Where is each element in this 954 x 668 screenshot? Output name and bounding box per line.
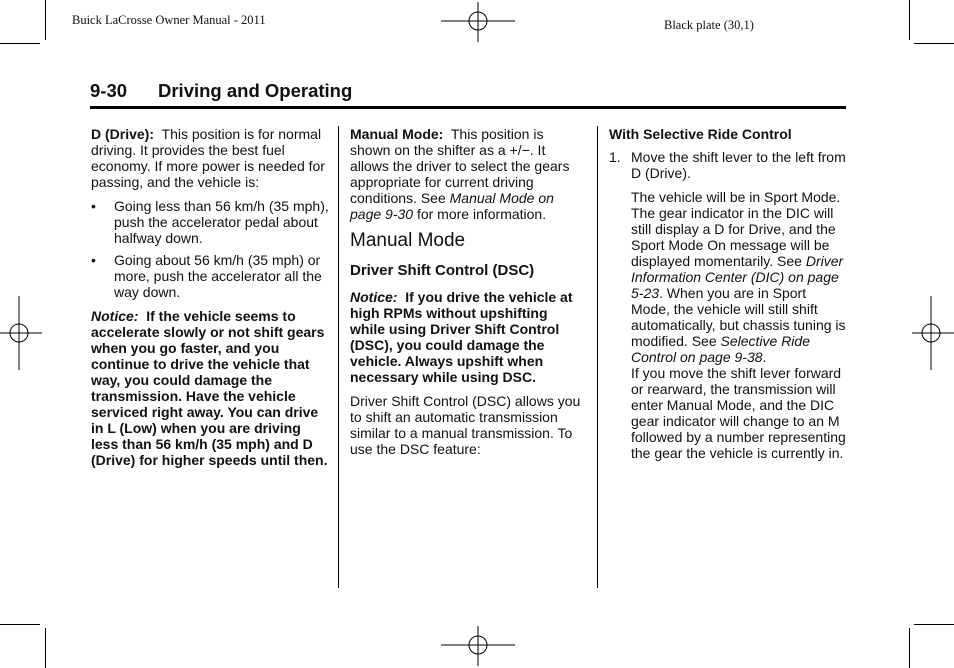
plate-label: Black plate (30,1) <box>664 18 754 32</box>
step-number: 1. <box>609 149 621 165</box>
column-2 <box>350 126 586 465</box>
manual-paragraph <box>350 126 586 222</box>
ride-control-ref-link[interactable]: Selective Ride Control on page 9-38 <box>631 333 810 365</box>
manual-text-2: for more information. <box>416 206 547 222</box>
crop-mark <box>914 624 954 625</box>
notice-paragraph <box>91 308 331 468</box>
crop-mark <box>914 43 954 44</box>
column-divider <box>338 126 339 588</box>
manual-text-1: This position is shown on the shifter as a +/−. It allows the driver to select the gears appropriate for current driving conditions. See <box>350 126 570 206</box>
crop-mark <box>45 0 46 40</box>
manual-label: Manual Mode: <box>350 126 444 142</box>
dic-ref-link[interactable]: Driver Information Center (DIC) on page 5-23 <box>631 253 844 301</box>
page-header <box>90 80 846 109</box>
detail-text-b: . When you are in Sport Mode, the vehicle will still shift automatically, but chassis tuning is modified. See <box>631 285 846 349</box>
detail-text-c: . <box>762 349 767 365</box>
crop-mark <box>0 43 40 44</box>
section-title: Driving and Operating <box>158 80 353 101</box>
procedure-heading: With Selective Ride Control <box>609 126 792 142</box>
column-1 <box>91 126 331 476</box>
drive-label: D (Drive): <box>91 126 155 142</box>
section-heading: Manual Mode <box>350 230 466 251</box>
detail-text-a: The vehicle will be in Sport Mode. The gear indicator in the DIC will still display a D for Drive, and the Sport Mode On message will be displayed momentarily. See <box>631 189 841 269</box>
crop-mark <box>45 628 46 668</box>
step-detail <box>609 189 847 461</box>
registration-mark-top <box>441 2 515 42</box>
registration-mark-bottom <box>441 626 515 666</box>
list-item: • Going less than 56 km/h (35 mph), push the accelerator pedal about halfway down. <box>91 198 329 246</box>
crop-mark <box>0 624 40 625</box>
list-item-text: Going about 56 km/h (35 mph) or more, push the accelerator all the way down. <box>114 252 322 300</box>
notice-text: If the vehicle seems to accelerate slowly or not shift gears when you go faster, and you continue to drive the vehicle that way, you could damage the transmission. Have the vehicle serviced right away. You can drive in L (Low) when you are driving less than 56 km/h (35 mph) and D (Drive) for higher speeds until then. <box>91 308 328 468</box>
registration-mark-left <box>0 296 42 370</box>
list-item-text: Going less than 56 km/h (35 mph), push the accelerator pedal about halfway down. <box>114 198 329 246</box>
notice-label: Notice: <box>350 289 398 305</box>
dsc-paragraph: Driver Shift Control (DSC) allows you to shift an automatic transmission similar to a manual transmission. To use the DSC feature: <box>350 393 581 457</box>
notice-text: If you drive the vehicle at high RPMs without upshifting while using Driver Shift Control (DSC), you could damage the vehicle. Always upshift when necessary while using DSC. <box>350 289 573 385</box>
list-item: • Going about 56 km/h (35 mph) or more, push the accelerator all the way down. <box>91 252 322 300</box>
notice-label: Notice: <box>91 308 139 324</box>
page-number: 9-30 <box>90 80 128 101</box>
notice-paragraph <box>350 289 586 385</box>
step-1 <box>609 149 847 181</box>
step-text: Move the shift lever to the left from D (Drive). <box>631 149 846 181</box>
column-3 <box>609 126 847 461</box>
subsection-heading: Driver Shift Control (DSC) <box>350 262 535 279</box>
manual-title: Buick LaCrosse Owner Manual - 2011 <box>72 13 266 27</box>
speed-list <box>91 198 331 300</box>
manual-ref-link[interactable]: Manual Mode on page 9-30 <box>350 190 554 222</box>
detail-text-d: If you move the shift lever forward or rearward, the transmission will enter Manual Mode, and the DIC gear indicator will change to an M followed by a number representing the gear the vehicle is currently in. <box>631 365 846 461</box>
registration-mark-right <box>912 296 954 370</box>
crop-mark <box>909 628 910 668</box>
drive-text: This position is for normal driving. It provides the best fuel economy. If more power is needed for passing, and the vehicle is: <box>91 126 325 190</box>
crop-mark <box>909 0 910 40</box>
drive-paragraph <box>91 126 331 190</box>
column-divider <box>597 126 598 588</box>
